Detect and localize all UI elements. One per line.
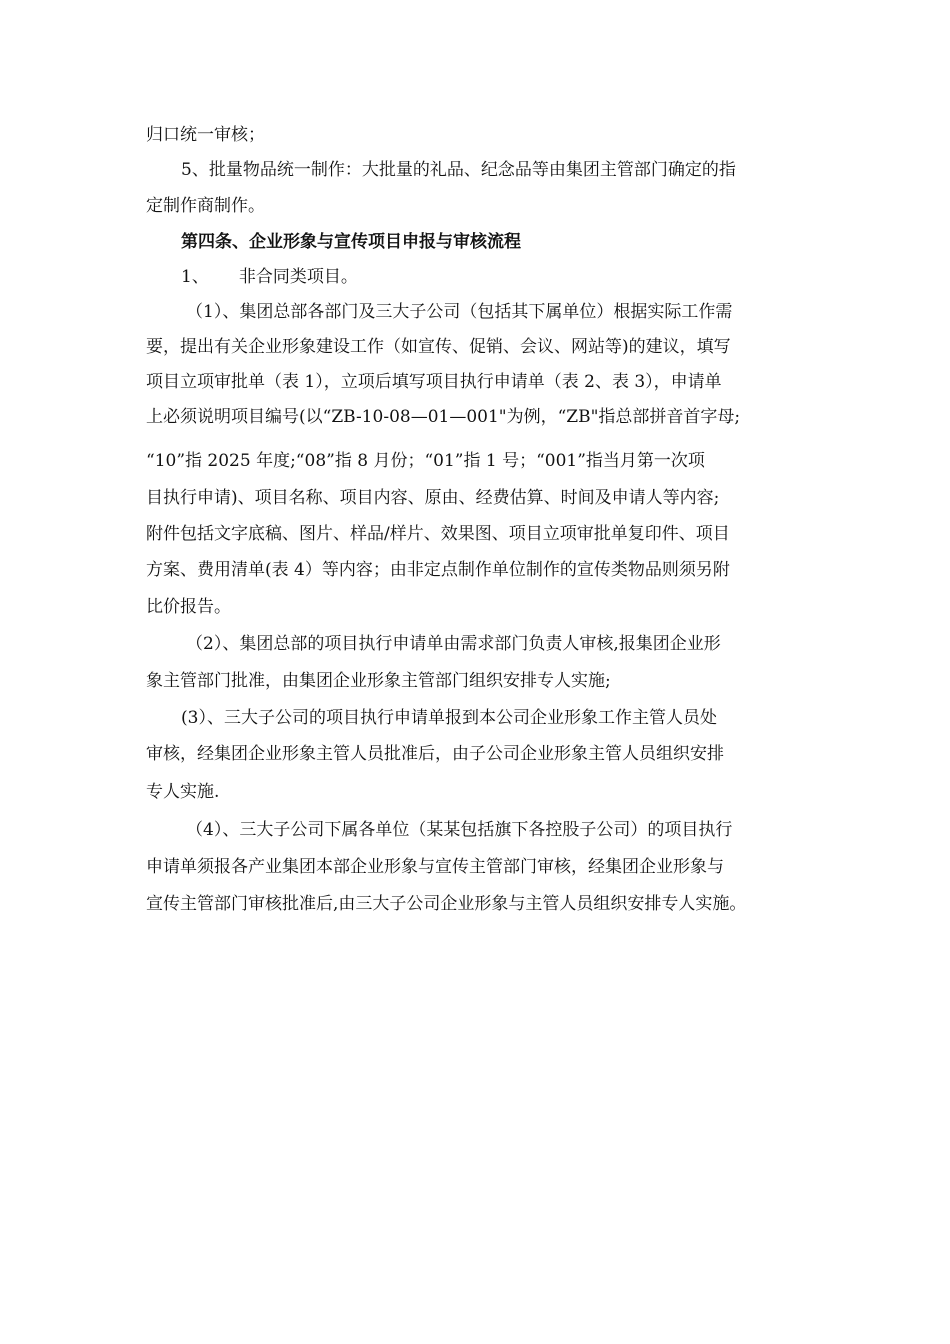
list-number: 1、 (181, 267, 209, 287)
text-line: 申请单须报各产业集团本部企业形象与宣传主管部门审核，经集团企业形象与 (146, 857, 724, 877)
text-line: 5、批量物品统一制作：大批量的礼品、纪念品等由集团主管部门确定的指 (181, 160, 736, 180)
text-line: 项目立项审批单（表 1），立项后填写项目执行申请单（表 2、表 3），申请单 (146, 372, 722, 392)
text-line: （2）、集团总部的项目执行申请单由需求部门负责人审核,报集团企业形 (186, 634, 721, 654)
text-line: “10”指 2025 年度;“08”指 8 月份；“01”指 1 号；“001”指当月第一次项 (146, 451, 705, 471)
list-item-number (181, 266, 358, 288)
text-line: 方案、费用清单(表 4）等内容；由非定点制作单位制作的宣传类物品则须另附 (146, 560, 730, 580)
text-line: (3）、三大子公司的项目执行申请单报到本公司企业形象工作主管人员处 (181, 708, 717, 728)
text-line: 专人实施. (146, 782, 220, 802)
text-line: 上必须说明项目编号(以“ZB-10-08—01—001"为例，“ZB"指总部拼音首字母; (146, 407, 741, 427)
text-line: 归口统一审核； (146, 125, 265, 145)
list-item-text: 非合同类项目。 (238, 267, 358, 287)
text-line: 附件包括文字底稿、图片、样品/样片、效果图、项目立项审批单复印件、项目 (146, 524, 730, 544)
text-line: 要，提出有关企业形象建设工作（如宣传、促销、会议、网站等)的建议，填写 (146, 337, 731, 357)
text-line: （4）、三大子公司下属各单位（某某包括旗下各控股子公司）的项目执行 (186, 820, 733, 840)
text-line: 比价报告。 (146, 597, 231, 617)
text-line: 象主管部门批准，由集团企业形象主管部门组织安排专人实施; (146, 671, 611, 691)
text-line: 目执行申请)、项目名称、项目内容、原由、经费估算、时间及申请人等内容; (146, 488, 720, 508)
text-line: 定制作商制作。 (146, 196, 265, 216)
text-line: （1）、集团总部各部门及三大子公司（包括其下属单位）根据实际工作需 (186, 302, 733, 322)
text-line: 宣传主管部门审核批准后,由三大子公司企业形象与主管人员组织安排专人实施。 (146, 894, 747, 914)
text-line: 审核，经集团企业形象主管人员批准后，由子公司企业形象主管人员组织安排 (146, 744, 724, 764)
section-heading: 第四条、企业形象与宣传项目申报与审核流程 (181, 232, 521, 252)
